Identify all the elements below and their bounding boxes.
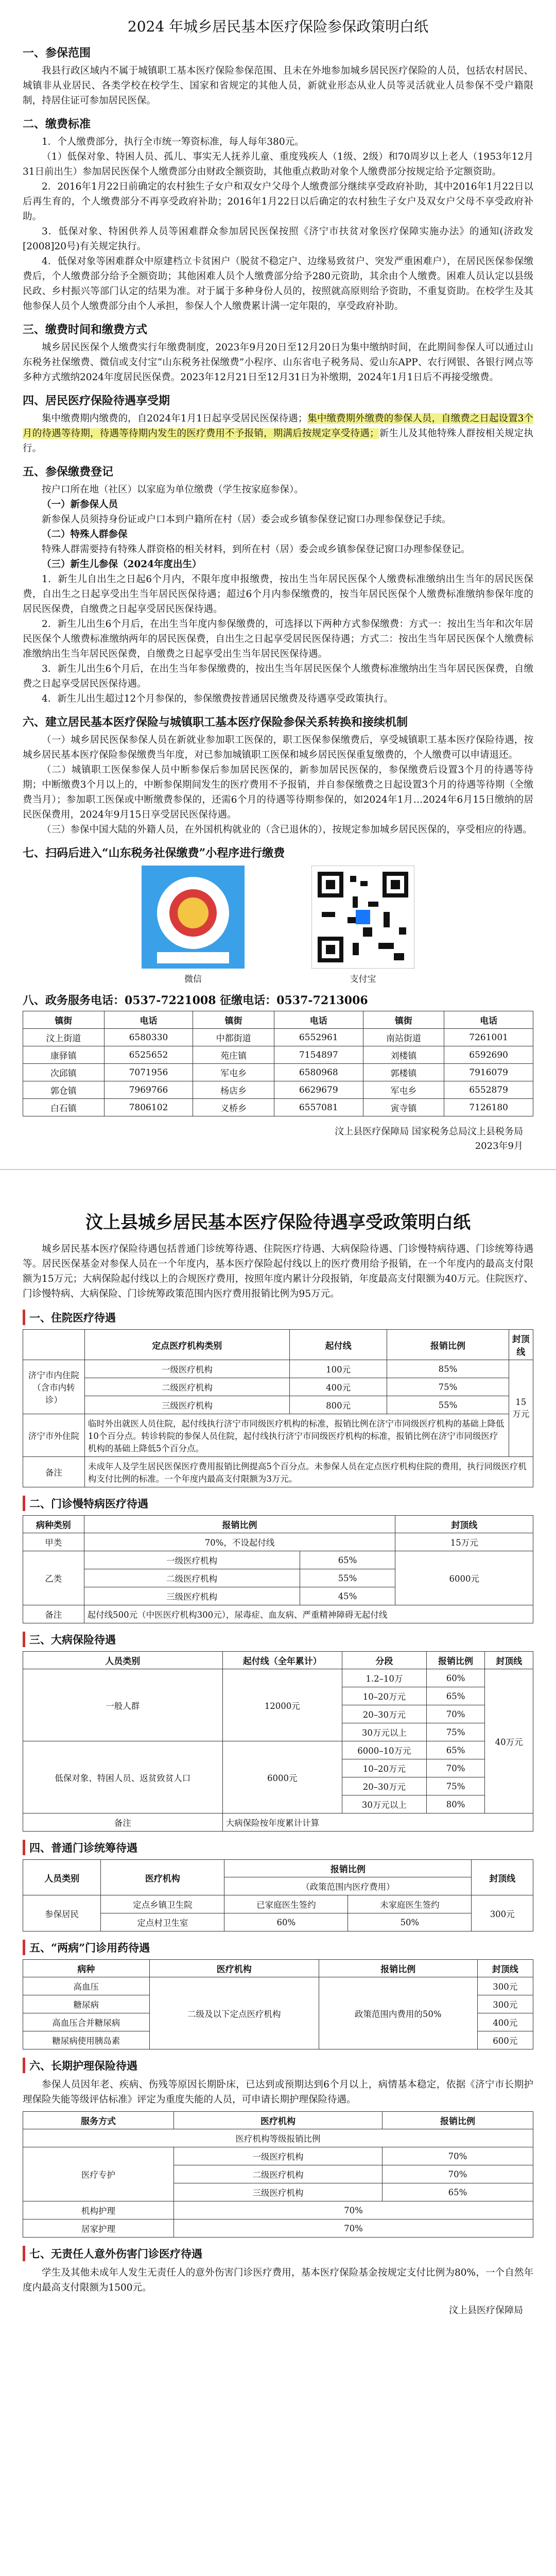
table-cell: 中都街道 xyxy=(193,1029,274,1046)
phone-th: 电话 xyxy=(444,1011,533,1029)
table-cell: 机构护理 xyxy=(23,2201,174,2219)
table-cell: 一级医疗机构 xyxy=(84,1551,300,1569)
qr-wechat-code[interactable] xyxy=(142,866,245,969)
table-row xyxy=(23,1396,533,1414)
s4-text-a: 集中缴费期内缴费的，自2024年1月1日起享受居民医保待遇； xyxy=(42,413,308,424)
s8-title: 八、政务服务电话：0537-7221008 征缴电话：0537-7213006 xyxy=(23,994,368,1007)
table-cell: 60% xyxy=(224,1913,348,1931)
s1-text: 我县行政区域内不属于城镇职工基本医疗保险参保范围、且未在外地参加城乡居民医疗保险的人员，包括农村居民、城镇非从业居民、各类学校在校学生、国家和省规定的其他人员，新就业形态从业人员等灵活就业人员参保不受户籍限制，持居住证可参加居民医保。 xyxy=(23,65,533,106)
table-cell: （政策范围内医疗费用） xyxy=(224,1877,472,1895)
table-cell: 75% xyxy=(426,1777,484,1795)
table-cell: 参保居民 xyxy=(23,1895,101,1931)
table-cell: 7071956 xyxy=(104,1064,193,1081)
table-row xyxy=(23,1895,533,1913)
table-row xyxy=(23,1814,533,1832)
table-header-cell: 报销比例 xyxy=(319,1960,477,1977)
table-header-cell: 封顶线 xyxy=(485,1652,533,1669)
table-cell: 100元 xyxy=(289,1360,387,1378)
table-cell: 1.2–10万 xyxy=(342,1669,426,1687)
table-cell: 白石镇 xyxy=(23,1099,105,1116)
table-row xyxy=(23,1860,533,1877)
qr-wechat[interactable] xyxy=(139,866,247,985)
table-cell: 郭仓镇 xyxy=(23,1081,105,1099)
table-cell: 高血压合并糖尿病 xyxy=(23,2013,150,2031)
table-row xyxy=(23,1360,533,1378)
table-cell: 糖尿病使用胰岛素 xyxy=(23,2031,150,2049)
chronic-table xyxy=(23,1515,533,1623)
s6-p1: （一）城乡居民医保参保人员在新就业参加职工医保的，职工医保参保缴费后，享受城镇职工基本医疗保险待遇，按城乡居民基本医疗保险参保缴费当年度，对已参加城镇职工医保和城乡居民医保重复缴费的，个人缴费可以申请退还。 xyxy=(23,735,533,760)
table-row xyxy=(23,1960,533,1977)
table-cell: 7969766 xyxy=(104,1081,193,1099)
qr-alipay-code[interactable] xyxy=(311,866,414,969)
table-header-cell: 病种类别 xyxy=(23,1516,84,1533)
table-cell: 未家庭医生签约 xyxy=(348,1895,472,1913)
doc2-sec6: 六、长期护理保险待遇 xyxy=(23,2058,533,2073)
s7-title: 七、扫码后进入“山东税务社保缴费”小程序进行缴费 xyxy=(23,846,285,860)
table-cell: 65% xyxy=(426,1741,484,1759)
table-row xyxy=(23,2219,533,2238)
s4-text-b: 新生儿及其他特殊人群按相关规定执行。 xyxy=(23,428,533,454)
table-row xyxy=(23,1652,533,1669)
table-cell: 6580968 xyxy=(274,1064,363,1081)
table-cell: 糖尿病 xyxy=(23,1995,150,2013)
table-cell: 政策范围内费用的50% xyxy=(319,1977,477,2049)
table-cell: 已家庭医生签约 xyxy=(224,1895,348,1913)
table-header-cell: 报销比例 xyxy=(426,1652,484,1669)
sec6-text: 参保人员因年老、疾病、伤残等原因长期卧床，已达到或预期达到6个月以上，病情基本稳定，依据《济宁市长期护理保险失能等级评估标准》评定为重度失能的人员，可申请长期护理保险待遇。 xyxy=(23,2079,533,2105)
table-cell: 65% xyxy=(426,1687,484,1705)
table-cell: 郭楼镇 xyxy=(363,1064,444,1081)
table-cell: 20–30万元 xyxy=(342,1705,426,1723)
table-cell: 苑庄镇 xyxy=(193,1046,274,1064)
table-cell: 一般人群 xyxy=(23,1669,223,1741)
table-cell: 6580330 xyxy=(104,1029,193,1046)
table-cell: 70% xyxy=(383,2147,533,2165)
table-cell: 义桥乡 xyxy=(193,1099,274,1116)
table-row xyxy=(23,1099,533,1116)
table-cell: 6000元 xyxy=(395,1551,533,1605)
table-cell: 400元 xyxy=(289,1378,387,1396)
table-cell: 6592690 xyxy=(444,1046,533,1064)
table-row xyxy=(23,2147,533,2165)
table-cell: 300元 xyxy=(477,1995,533,2013)
table-header-cell: 定点医疗机构类别 xyxy=(84,1330,289,1360)
table-cell: 80% xyxy=(426,1795,484,1814)
table-cell: 6629679 xyxy=(274,1081,363,1099)
table-row xyxy=(23,1414,533,1457)
doc2-sec7: 七、无责任人意外伤害门诊医疗待遇 xyxy=(23,2246,533,2261)
doc1-title: 2024 年城乡居民基本医疗保险参保政策明白纸 xyxy=(127,18,429,35)
phone-th: 电话 xyxy=(104,1011,193,1029)
table-cell: 6557081 xyxy=(274,1099,363,1116)
table-header-cell: 报销比例 xyxy=(383,2112,533,2129)
table-header-cell: 起付线（全年累计） xyxy=(222,1652,342,1669)
doc2-sec5: 五、“两病”门诊用药待遇 xyxy=(23,1940,533,1955)
table-row xyxy=(23,1605,533,1623)
qr-alipay-label: 支付宝 xyxy=(350,974,376,985)
table-cell: 济宁市外住院 xyxy=(23,1414,85,1457)
table-cell: 12000元 xyxy=(222,1669,342,1741)
table-cell: 400元 xyxy=(477,2013,533,2031)
s5-sub1: （一）新参保人员 xyxy=(42,499,118,510)
doc2-sec2: 二、门诊慢特病医疗待遇 xyxy=(23,1496,533,1511)
table-cell: 临时外出就医人员住院，起付线执行济宁市同级医疗机构的标准，报销比例在济宁市同级医疗机构的基础上降低10个百分点。转诊转院的参保人员住院，起付线执行济宁市同级医疗机构的标准，报销比例在济宁市同级医疗机构的基础上降低5个百分点。 xyxy=(84,1414,509,1457)
table-cell: 刘楼镇 xyxy=(363,1046,444,1064)
table-cell: 10–20万元 xyxy=(342,1759,426,1777)
s5-p1: 1．新生儿自出生之日起6个月内，不限年度申报缴费，按出生当年居民医保个人缴费标准缴纳出生当年的居民医保费，自出生之日起享受出生当年居民医保待遇；超过6个月内参保缴费的，按当年居民医保个人缴费标准缴纳参保年度的居民医保费，自缴费之日起享受居民医保待遇。 xyxy=(23,574,533,615)
table-cell: 6552879 xyxy=(444,1081,533,1099)
table-cell: 三级医疗机构 xyxy=(84,1396,289,1414)
table-row xyxy=(23,1046,533,1064)
s3-title: 三、缴费时间和缴费方式 xyxy=(23,323,148,336)
table-header-cell: 人员类别 xyxy=(23,1652,223,1669)
doc1-signature xyxy=(23,1125,523,1154)
table-row xyxy=(23,1551,533,1569)
table-cell: 70% xyxy=(426,1705,484,1723)
doc2-intro: 城乡居民基本医疗保险待遇包括普通门诊统筹待遇、住院医疗待遇、大病保险待遇、门诊慢特病待遇、门诊统筹待遇等。居民医保基金对参保人员在一个年度内，基本医疗保险起付线以上的医疗费用给予报销，在一个年度内的最高支付限额为15万元；大病保险起付线以上的合规医疗费用，按照年度内累计分段报销，年度最高支付限额为40万元。住院医疗、门诊慢特病、大病保险、门诊统筹政策范围内医疗费用报销比例为95万元。 xyxy=(23,1244,533,1299)
table-header-cell: 封顶线 xyxy=(472,1860,533,1895)
table-cell: 二级及以下定点医疗机构 xyxy=(149,1977,319,2049)
table-cell: 军屯乡 xyxy=(363,1081,444,1099)
table-cell: 次邱镇 xyxy=(23,1064,105,1081)
s2-p3: 2．2016年1月22日前确定的农村独生子女户和双女户父母个人缴费部分继续享受政府补助，其中2016年1月22日以后再生育的，个人缴费部分不再享受政府补助；2016年1月22日以后确定的农村独生子女户及双女户父母不享受政府补助。 xyxy=(23,181,533,222)
table-header-cell: 报销比例 xyxy=(387,1330,509,1360)
table-cell: 600元 xyxy=(477,2031,533,2049)
table-cell: 定点村卫生室 xyxy=(101,1913,224,1931)
table-cell: 起付线500元（中医医疗机构300元），尿毒症、血友病、严重精神障碍无起付线 xyxy=(84,1605,533,1623)
table-cell: 70% xyxy=(426,1759,484,1777)
table-cell: 70% xyxy=(383,2165,533,2183)
s6-p2: （二）城镇职工医保参保人员中断参保后参加居民医保的，新参加居民医保的，参保缴费后设置3个月的待遇等待期；中断缴费3个月以上的，中断参保期间发生的医疗费用不予报销，并自参保缴费之日起设置3个月的待遇等待期（全缴费当月）；参加职工医保或中断缴费参保的，还需6个月的待遇等待期参保的，如2024年1月…2024年6月15日缴纳的居民医保费用，2024年9月15日享受居民医保待遇。 xyxy=(23,765,533,820)
table-cell: 二级医疗机构 xyxy=(84,1378,289,1396)
table-cell: 20–30万元 xyxy=(342,1777,426,1795)
table-cell: 军屯乡 xyxy=(193,1064,274,1081)
table-row xyxy=(23,1977,533,1995)
table-cell: 甲类 xyxy=(23,1533,84,1551)
s2-p2: （1）低保对象、特困人员、孤儿、事实无人抚养儿童、重度残疾人（1级、2级）和70周岁以上老人（1953年12月31日前出生）参加居民医保个人缴费部分由财政全额资助，其他重点救助对象个人缴费部分按规定给予定额资助。 xyxy=(23,151,533,177)
doc1-sign-org: 汶上县医疗保障局 国家税务总局汶上县税务局 xyxy=(335,1126,523,1137)
table-cell: 6000–10万元 xyxy=(342,1741,426,1759)
doc1-sign-date: 2023年9月 xyxy=(475,1141,523,1151)
table-cell: 定点乡镇卫生院 xyxy=(101,1895,224,1913)
s4-text xyxy=(23,411,533,456)
table-cell: 备注 xyxy=(23,1814,223,1832)
table-header-cell: 分段 xyxy=(342,1652,426,1669)
qr-row xyxy=(23,866,533,985)
ltc-table xyxy=(23,2111,533,2238)
table-header-cell: 封顶线 xyxy=(509,1330,533,1360)
table-cell: 7126180 xyxy=(444,1099,533,1116)
table-cell: 7261001 xyxy=(444,1029,533,1046)
table-cell: 10–20万元 xyxy=(342,1687,426,1705)
table-cell: 居家护理 xyxy=(23,2219,174,2238)
table-row xyxy=(23,2112,533,2129)
table-cell: 大病保险按年度累计计算 xyxy=(222,1814,533,1832)
table-cell: 乙类 xyxy=(23,1551,84,1605)
s5-sub3: （三）新生儿参保（2024年度出生） xyxy=(42,559,202,570)
table-header-cell: 医疗机构 xyxy=(149,1960,319,1977)
table-row xyxy=(23,1081,533,1099)
table-cell: 康驿镇 xyxy=(23,1046,105,1064)
table-cell: 寅寺镇 xyxy=(363,1099,444,1116)
table-row xyxy=(23,1029,533,1046)
table-cell: 300元 xyxy=(472,1895,533,1931)
doc2-sec4: 四、普通门诊统筹待遇 xyxy=(23,1840,533,1855)
table-cell: 70% xyxy=(173,2219,533,2238)
table-header-cell: 人员类别 xyxy=(23,1860,101,1895)
table-row xyxy=(23,1378,533,1396)
table-cell: 55% xyxy=(387,1396,509,1414)
s2-p5: 4．低保对象等困难群众中原建档立卡贫困户（脱贫不稳定户、边缘易致贫户、突发严重困难户），在居民医保参保缴费后，个人缴费部分给予全额资助；其他困难人员个人缴费部分给予280元资助，其余由个人缴费。困难人员认定以县级民政、乡村振兴等部门认定的结果为准。对于属于多种身份人员的，按照就高原则给予资助，不重复资助。在校学生及其他参保人员个人缴费部分由个人承担，参保人个人缴费累计满一定年限的，享受政府补助。 xyxy=(23,256,533,312)
doc2-sec1: 一、住院医疗待遇 xyxy=(23,1310,533,1325)
table-cell: 三级医疗机构 xyxy=(173,2183,382,2201)
table-cell: 一级医疗机构 xyxy=(173,2147,382,2165)
s5-sub2-text: 特殊人群需要持有特殊人群资格的相关材料，到所在村（居）委会或乡镇参保登记窗口办理参保登记。 xyxy=(42,544,471,555)
table-header-cell xyxy=(23,1330,85,1360)
table-row xyxy=(23,1669,533,1687)
qr-wechat-label: 微信 xyxy=(184,974,202,985)
table-header-cell: 医疗机构 xyxy=(101,1860,224,1895)
table-row xyxy=(23,1064,533,1081)
s1-title: 一、参保范围 xyxy=(23,46,91,60)
table-cell: 65% xyxy=(383,2183,533,2201)
table-cell: 二级医疗机构 xyxy=(173,2165,382,2183)
table-cell: 三级医疗机构 xyxy=(84,1587,300,1605)
table-cell: 70%，不设起付线 xyxy=(84,1533,395,1551)
table-row xyxy=(23,1330,533,1360)
table-header-cell: 医疗机构 xyxy=(173,2112,382,2129)
table-header-cell: 封顶线 xyxy=(395,1516,533,1533)
s2-title: 二、缴费标准 xyxy=(23,117,91,131)
table-cell: 未成年人及学生居民医保医疗费用报销比例提高5个百分点。未参保人员在定点医疗机构住院的费用，执行同级医疗机构支付比例的标准。一个年度内最高支付限额为3万元。 xyxy=(84,1457,533,1487)
major-illness-table xyxy=(23,1651,533,1832)
s4-text-highlight: 集中缴费期外缴费的参保人员，自缴费之日起设置3个月的待遇等待期，待遇等待期内发生的医疗费用不予报销，期满后按规定享受待遇； xyxy=(23,413,533,439)
s5-sub1-text: 新参保人员须持身份证或户口本到户籍所在村（居）委会或乡镇参保登记窗口办理参保登记手续。 xyxy=(42,514,451,525)
doc2-signature: 汶上县医疗保障局 xyxy=(449,2305,523,2316)
table-row xyxy=(23,2201,533,2219)
doc2-title: 汶上县城乡居民基本医疗保险待遇享受政策明白纸 xyxy=(85,1212,471,1233)
table-cell: 高血压 xyxy=(23,1977,150,1995)
s5-p2: 2．新生儿出生6个月后，在出生当年度内参保缴费的，可选择以下两种方式参保缴费：方式一：按出生当年和次年居民医保个人缴费标准缴纳两年的居民医保费，自出生之日起享受居民医保待遇；方式二：按出生当年居民医保个人缴费标准缴纳出生当年居民医保费，自缴费之日起享受出生当年居民医保待遇。 xyxy=(23,619,533,659)
table-cell: 杨店乡 xyxy=(193,1081,274,1099)
table-cell: 备注 xyxy=(23,1457,85,1487)
table-cell: 医疗专护 xyxy=(23,2147,174,2201)
table-cell: 7154897 xyxy=(274,1046,363,1064)
table-row xyxy=(23,1457,533,1487)
s6-p3: （三）参保中国大陆的外籍人员，在外国机构就业的（含已退休的），按规定参加城乡居民医保的，享受相应的待遇。 xyxy=(42,824,532,835)
s6-title: 六、建立居民基本医疗保险与城镇职工基本医疗保险参保关系转换和接续机制 xyxy=(23,716,408,729)
table-header-cell: 报销比例 xyxy=(224,1860,472,1877)
phone-th: 镇街 xyxy=(193,1011,274,1029)
table-cell: 7806102 xyxy=(104,1099,193,1116)
table-cell: 15万元 xyxy=(395,1533,533,1551)
s2-p4: 3．低保对象、特困供养人员等困难群众参加居民医保按照《济宁市扶贫对象医疗保障实施办法》的通知(济政发[2008]20号)有关规定执行。 xyxy=(23,226,533,252)
s5-sub2: （二）特殊人群参保 xyxy=(42,529,128,540)
table-cell: 医疗机构等级报销比例 xyxy=(23,2129,533,2147)
table-cell: 75% xyxy=(426,1723,484,1741)
s5-text: 按户口所在地（社区）以家庭为单位缴费（学生按家庭参保）。 xyxy=(42,484,304,495)
table-cell: 济宁市内住院（含市内转诊） xyxy=(23,1360,85,1414)
table-cell: 汶上街道 xyxy=(23,1029,105,1046)
table-header-cell: 封顶线 xyxy=(477,1960,533,1977)
phone-th: 电话 xyxy=(274,1011,363,1029)
table-cell: 低保对象、特困人员、返贫致贫人口 xyxy=(23,1741,223,1814)
qr-alipay[interactable] xyxy=(309,866,417,985)
table-header-cell: 报销比例 xyxy=(84,1516,395,1533)
table-cell: 南站街道 xyxy=(363,1029,444,1046)
table-cell: 85% xyxy=(387,1360,509,1378)
table-cell: 6000元 xyxy=(222,1741,342,1814)
table-cell: 55% xyxy=(300,1569,395,1587)
s4-title: 四、居民医疗保险待遇享受期 xyxy=(23,394,170,408)
table-cell: 300元 xyxy=(477,1977,533,1995)
doc1 xyxy=(0,0,556,1154)
table-cell: 6552961 xyxy=(274,1029,363,1046)
phone-table xyxy=(23,1011,533,1116)
table-header-cell: 病种 xyxy=(23,1960,150,1977)
table-header-cell: 起付线 xyxy=(289,1330,387,1360)
doc2 xyxy=(0,1170,556,2318)
phone-th: 镇街 xyxy=(23,1011,105,1029)
table-cell: 7916079 xyxy=(444,1064,533,1081)
sec7-text: 学生及其他未成年人发生无责任人的意外伤害门诊医疗费用，基本医疗保险基金按规定支付比例为80%，一个自然年度内最高支付限额为1500元。 xyxy=(23,2267,533,2293)
table-cell: 45% xyxy=(300,1587,395,1605)
table-row xyxy=(23,1516,533,1533)
phone-table-header xyxy=(23,1011,533,1029)
table-cell: 800元 xyxy=(289,1396,387,1414)
table-row xyxy=(23,1741,533,1759)
s5-title: 五、参保缴费登记 xyxy=(23,465,114,479)
table-cell: 50% xyxy=(348,1913,472,1931)
table-cell: 40万元 xyxy=(485,1669,533,1814)
table-cell: 70% xyxy=(173,2201,533,2219)
s5-p3: 3．新生儿出生6个月后，在出生当年参保缴费的，按出生当年居民医保个人缴费标准缴纳出生当年居民医保费，自缴费之日起享受居民医保待遇。 xyxy=(23,664,533,689)
table-cell: 60% xyxy=(426,1669,484,1687)
table-cell: 30万元以上 xyxy=(342,1723,426,1741)
table-header-cell: 服务方式 xyxy=(23,2112,174,2129)
table-cell: 15万元 xyxy=(509,1360,533,1457)
s3-text: 城乡居民医保个人缴费实行年缴费制度，2023年9月20日至12月20日为集中缴纳时间，在此期间参保人可以通过山东税务社保缴费、微信或支付宝“山东税务社保缴费”小程序、山东省电子税务局、爱山东APP、农行网银、各银行网点等多种方式缴纳2024年度居民医保费。2023年12月21日至12月31日为补缴期，2024年1月1日后不再接受缴费。 xyxy=(23,342,533,383)
phone-th: 镇街 xyxy=(363,1011,444,1029)
inpatient-table xyxy=(23,1329,533,1487)
table-cell: 65% xyxy=(300,1551,395,1569)
table-cell: 30万元以上 xyxy=(342,1795,426,1814)
outpatient-table xyxy=(23,1859,533,1931)
s2-p1: 1．个人缴费部分，执行全市统一筹资标准，每人每年380元。 xyxy=(42,137,304,147)
table-cell: 二级医疗机构 xyxy=(84,1569,300,1587)
two-diseases-table xyxy=(23,1959,533,2049)
table-row xyxy=(23,1533,533,1551)
table-cell: 一级医疗机构 xyxy=(84,1360,289,1378)
table-cell: 75% xyxy=(387,1378,509,1396)
table-row xyxy=(23,2129,533,2147)
table-cell: 备注 xyxy=(23,1605,84,1623)
s5-p4: 4．新生儿出生超过12个月参保的，参保缴费按普通居民缴费及待遇享受政策执行。 xyxy=(42,693,393,704)
doc2-sec3: 三、大病保险待遇 xyxy=(23,1632,533,1647)
table-cell: 6525652 xyxy=(104,1046,193,1064)
